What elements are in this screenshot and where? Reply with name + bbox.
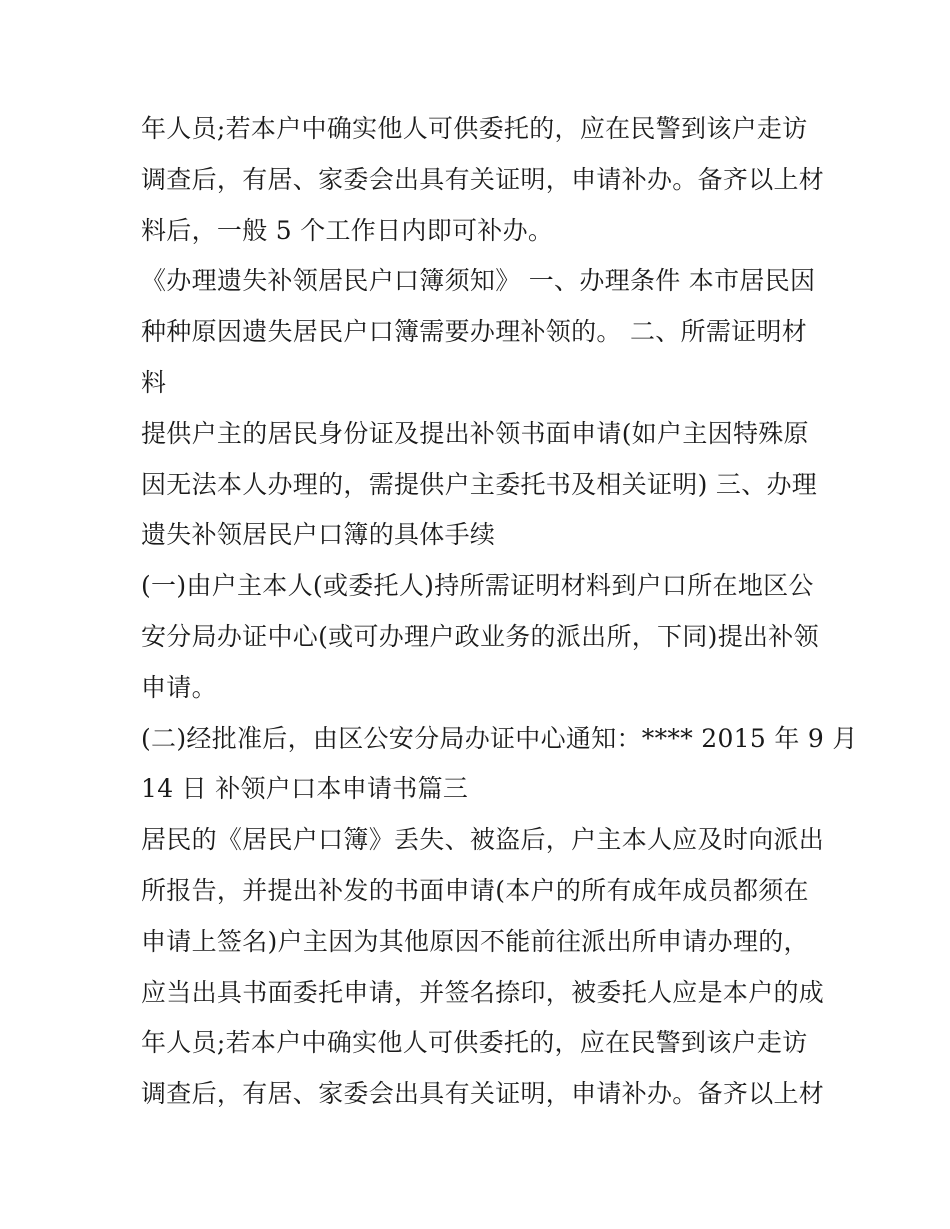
- text-line: 遗失补领居民户口簿的具体手续: [141, 520, 496, 549]
- text-line: 14 日 补领户口本申请书篇三: [141, 774, 469, 803]
- text-line: 料后，一般 5 个工作日内即可补办。: [141, 216, 554, 245]
- text-line: 种种原因遗失居民户口簿需要办理补领的。 二、所需证明材: [141, 317, 808, 346]
- text-line: 料: [141, 368, 167, 397]
- text-line: 所报告，并提出补发的书面申请(本户的所有成年成员都须在: [141, 876, 809, 905]
- text-line: 年人员;若本户中确实他人可供委托的，应在民警到该户走访: [141, 1028, 808, 1057]
- text-line: 提供户主的居民身份证及提出补领书面申请(如户主因特殊原: [141, 419, 809, 448]
- text-line: (一)由户主本人(或委托人)持所需证明材料到户口所在地区公: [141, 571, 814, 600]
- text-line: 调查后，有居、家委会出具有关证明，申请补办。备齐以上材: [141, 165, 825, 194]
- text-line: 因无法本人办理的，需提供户主委托书及相关证明) 三、办理: [141, 470, 818, 499]
- text-line: 应当出具书面委托申请，并签名捺印，被委托人应是本户的成: [141, 978, 825, 1007]
- text-line: (二)经批准后，由区公安分局办证中心通知：**** 2015 年 9 月: [141, 724, 858, 753]
- text-line: 申请。: [141, 673, 217, 702]
- text-line: 年人员;若本户中确实他人可供委托的，应在民警到该户走访: [141, 114, 808, 143]
- text-line: 安分局办证中心(或可办理户政业务的派出所，下同)提出补领: [141, 622, 819, 651]
- text-line: 申请上签名)户主因为其他原因不能前往派出所申请办理的，: [141, 927, 809, 956]
- text-line: 居民的《居民户口簿》丢失、被盗后，户主本人应及时向派出: [141, 825, 825, 854]
- text-line: 《办理遗失补领居民户口簿须知》 一、办理条件 本市居民因: [141, 266, 816, 295]
- text-line: 调查后，有居、家委会出具有关证明，申请补办。备齐以上材: [141, 1079, 825, 1108]
